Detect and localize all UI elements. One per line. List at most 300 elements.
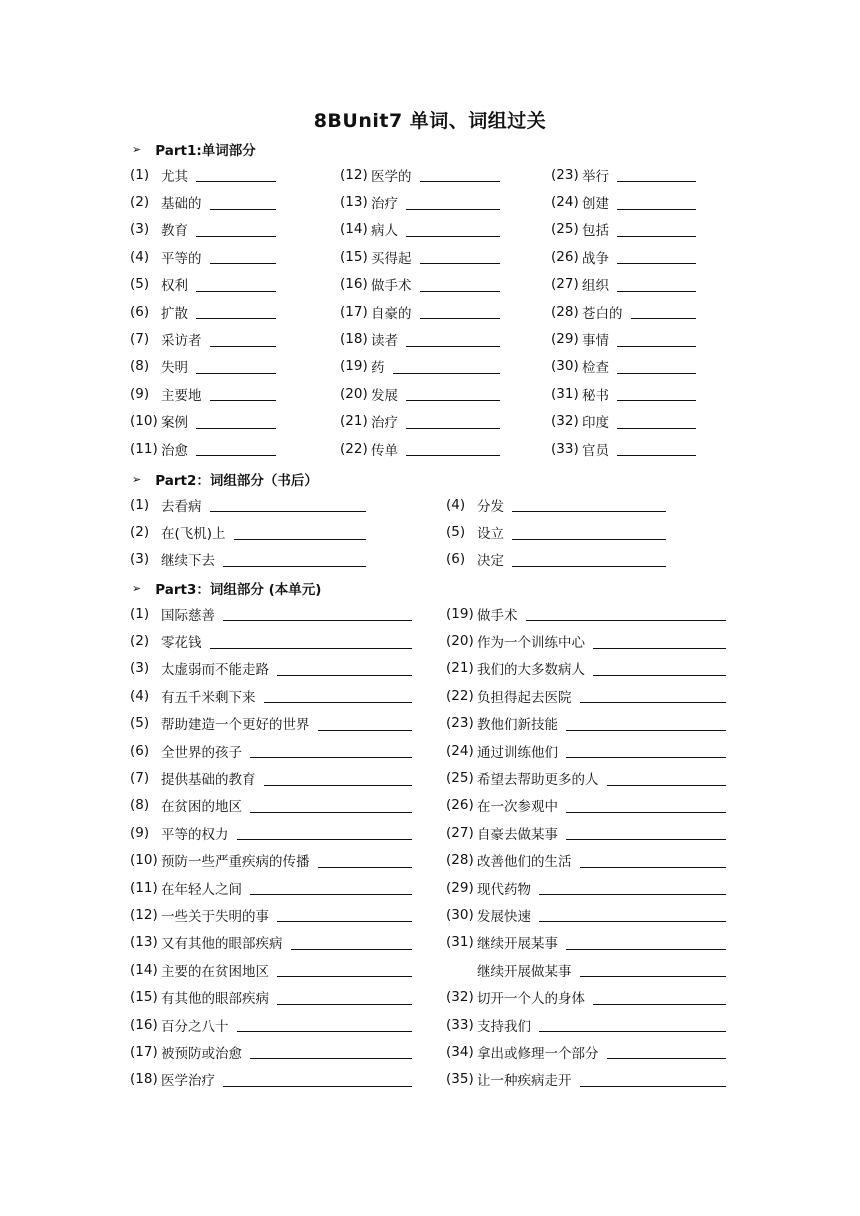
item-prompt: 医学的 xyxy=(371,168,412,185)
item-prompt: 包括 xyxy=(582,223,609,240)
list-item xyxy=(130,380,276,407)
item-number: (28) xyxy=(551,303,579,320)
answer-blank[interactable] xyxy=(277,907,412,922)
item-prompt: 秘书 xyxy=(582,387,609,404)
list-item xyxy=(446,847,726,874)
list-item xyxy=(446,1011,726,1038)
item-number: (28) xyxy=(446,852,474,869)
answer-blank[interactable] xyxy=(406,332,500,347)
item-number: (6) xyxy=(130,742,150,759)
item-prompt: 全世界的孩子 xyxy=(161,744,242,761)
arrow-bullet-icon: ➢ xyxy=(132,472,142,486)
answer-blank[interactable] xyxy=(406,195,500,210)
list-item xyxy=(446,518,666,545)
item-prompt: 发展 xyxy=(371,387,398,404)
answer-blank[interactable] xyxy=(593,661,726,676)
item-prompt: 治愈 xyxy=(161,442,188,459)
answer-blank[interactable] xyxy=(526,606,726,621)
list-item xyxy=(130,1066,412,1093)
item-number: (19) xyxy=(446,605,474,622)
list-item xyxy=(340,408,500,435)
answer-blank[interactable] xyxy=(196,441,276,456)
item-number: (6) xyxy=(446,551,466,568)
item-prompt: 教育 xyxy=(161,223,188,240)
part3-column-2 xyxy=(446,600,726,1093)
list-item xyxy=(130,353,276,380)
item-number: (11) xyxy=(130,879,158,896)
list-item xyxy=(446,655,726,682)
list-item xyxy=(130,435,276,462)
item-prompt: 事情 xyxy=(582,333,609,350)
list-item xyxy=(340,161,500,188)
answer-blank[interactable] xyxy=(318,716,412,731)
item-prompt: 创建 xyxy=(582,196,609,213)
answer-blank[interactable] xyxy=(566,716,726,731)
answer-blank[interactable] xyxy=(210,195,276,210)
item-number: (13) xyxy=(130,934,158,951)
answer-blank[interactable] xyxy=(607,771,726,786)
item-number: (22) xyxy=(446,687,474,704)
item-prompt: 权利 xyxy=(161,278,188,295)
item-number: (23) xyxy=(551,166,579,183)
item-number: (20) xyxy=(340,385,368,402)
item-prompt: 决定 xyxy=(477,553,504,570)
item-number: (9) xyxy=(130,385,150,402)
item-prompt: 改善他们的生活 xyxy=(477,854,572,871)
list-item xyxy=(340,243,500,270)
item-prompt: 教他们新技能 xyxy=(477,717,558,734)
answer-blank[interactable] xyxy=(210,332,276,347)
answer-blank[interactable] xyxy=(607,1044,726,1059)
item-number: (20) xyxy=(446,633,474,650)
item-prompt: 一些关于失明的事 xyxy=(161,908,269,925)
answer-blank[interactable] xyxy=(617,414,696,429)
item-number: (23) xyxy=(446,715,474,732)
list-item xyxy=(551,325,696,352)
item-prompt: 在一次参观中 xyxy=(477,799,558,816)
answer-blank[interactable] xyxy=(566,935,726,950)
list-item xyxy=(446,737,726,764)
list-item xyxy=(340,298,500,325)
list-item xyxy=(130,271,276,298)
part1-heading xyxy=(132,139,256,159)
list-item xyxy=(340,435,500,462)
item-number: (26) xyxy=(446,797,474,814)
item-number: (15) xyxy=(340,248,368,265)
item-number: (19) xyxy=(340,358,368,375)
item-number: (34) xyxy=(446,1043,474,1060)
answer-blank[interactable] xyxy=(593,990,726,1005)
item-number: (7) xyxy=(130,770,150,787)
item-prompt: 做手术 xyxy=(371,278,412,295)
list-item xyxy=(130,600,412,627)
arrow-bullet-icon: ➢ xyxy=(132,142,142,156)
item-number: (1) xyxy=(130,496,150,513)
answer-blank[interactable] xyxy=(617,332,696,347)
list-item xyxy=(551,271,696,298)
answer-blank[interactable] xyxy=(406,386,500,401)
item-number: (2) xyxy=(130,194,150,211)
item-prompt: 继续开展某事 xyxy=(477,936,558,953)
list-item xyxy=(130,764,412,791)
list-item xyxy=(130,325,276,352)
answer-blank[interactable] xyxy=(566,743,726,758)
list-item xyxy=(130,188,276,215)
item-prompt: 主要的在贫困地区 xyxy=(161,963,269,980)
answer-blank[interactable] xyxy=(318,853,412,868)
answer-blank[interactable] xyxy=(617,249,696,264)
part1-column-2 xyxy=(340,161,500,462)
answer-blank[interactable] xyxy=(617,222,696,237)
item-prompt: 组织 xyxy=(582,278,609,295)
answer-blank[interactable] xyxy=(566,798,726,813)
item-number: (14) xyxy=(130,961,158,978)
item-number: (9) xyxy=(130,824,150,841)
answer-blank[interactable] xyxy=(406,441,500,456)
answer-blank[interactable] xyxy=(210,497,366,512)
item-prompt: 买得起 xyxy=(371,250,412,267)
item-prompt: 现代药物 xyxy=(477,881,531,898)
list-item xyxy=(130,1011,412,1038)
list-item xyxy=(446,819,726,846)
item-number: (18) xyxy=(340,331,368,348)
item-number: (6) xyxy=(130,303,150,320)
item-prompt: 官员 xyxy=(582,442,609,459)
answer-blank[interactable] xyxy=(250,880,412,895)
arrow-bullet-icon: ➢ xyxy=(132,581,142,595)
answer-blank[interactable] xyxy=(277,962,412,977)
item-number: (21) xyxy=(446,660,474,677)
part1-column-3 xyxy=(551,161,696,462)
answer-blank[interactable] xyxy=(512,552,666,567)
answer-blank[interactable] xyxy=(223,552,366,567)
part2-column-2 xyxy=(446,491,666,573)
item-number: (16) xyxy=(130,1016,158,1033)
list-item xyxy=(130,546,366,573)
item-prompt: 传单 xyxy=(371,442,398,459)
item-number: (29) xyxy=(551,331,579,348)
item-prompt: 百分之八十 xyxy=(161,1018,229,1035)
item-prompt: 拿出或修理一个部分 xyxy=(477,1045,599,1062)
item-number: (24) xyxy=(551,194,579,211)
item-prompt: 分发 xyxy=(477,498,504,515)
answer-blank[interactable] xyxy=(420,249,500,264)
item-number: (22) xyxy=(340,440,368,457)
answer-blank[interactable] xyxy=(617,441,696,456)
list-item xyxy=(130,627,412,654)
item-prompt: 药 xyxy=(371,360,385,377)
item-prompt: 治疗 xyxy=(371,415,398,432)
answer-blank[interactable] xyxy=(234,525,366,540)
answer-blank[interactable] xyxy=(237,1017,412,1032)
list-item xyxy=(446,491,666,518)
item-prompt: 国际慈善 xyxy=(161,607,215,624)
answer-blank[interactable] xyxy=(277,661,412,676)
item-number: (8) xyxy=(130,358,150,375)
item-prompt: 又有其他的眼部疾病 xyxy=(161,936,283,953)
item-prompt: 苍白的 xyxy=(582,305,623,322)
item-number: (17) xyxy=(130,1043,158,1060)
list-item xyxy=(340,380,500,407)
item-prompt: 做手术 xyxy=(477,607,518,624)
answer-blank[interactable] xyxy=(580,962,726,977)
answer-blank[interactable] xyxy=(196,304,276,319)
list-item xyxy=(551,298,696,325)
answer-blank[interactable] xyxy=(580,1072,726,1087)
item-number: (4) xyxy=(130,687,150,704)
part2-column-1 xyxy=(130,491,366,573)
item-number: (12) xyxy=(130,906,158,923)
item-prompt: 去看病 xyxy=(161,498,202,515)
item-number: (30) xyxy=(551,358,579,375)
list-item xyxy=(551,188,696,215)
item-number: (1) xyxy=(130,166,150,183)
answer-blank[interactable] xyxy=(539,1017,726,1032)
list-item xyxy=(130,161,276,188)
answer-blank[interactable] xyxy=(237,825,412,840)
item-number: (25) xyxy=(551,221,579,238)
list-item xyxy=(446,874,726,901)
list-item xyxy=(446,546,666,573)
item-number: (7) xyxy=(130,331,150,348)
item-prompt: 平等的 xyxy=(161,250,202,267)
item-number: (27) xyxy=(446,824,474,841)
list-item xyxy=(340,325,500,352)
list-item xyxy=(551,161,696,188)
item-prompt: 有五千米剩下来 xyxy=(161,689,256,706)
item-prompt: 在贫困的地区 xyxy=(161,799,242,816)
item-prompt: 设立 xyxy=(477,526,504,543)
item-prompt: 通过训练他们 xyxy=(477,744,558,761)
item-number: (32) xyxy=(551,413,579,430)
item-prompt: 检查 xyxy=(582,360,609,377)
list-item xyxy=(551,435,696,462)
item-number: (4) xyxy=(130,248,150,265)
item-prompt: 我们的大多数病人 xyxy=(477,662,585,679)
answer-blank[interactable] xyxy=(210,249,276,264)
item-prompt: 提供基础的教育 xyxy=(161,772,256,789)
item-number: (13) xyxy=(340,194,368,211)
item-prompt: 尤其 xyxy=(161,168,188,185)
item-number: (31) xyxy=(446,934,474,951)
list-item xyxy=(130,710,412,737)
item-prompt: 让一种疾病走开 xyxy=(477,1073,572,1090)
list-item xyxy=(130,792,412,819)
answer-blank[interactable] xyxy=(617,386,696,401)
answer-blank[interactable] xyxy=(617,195,696,210)
item-prompt: 读者 xyxy=(371,333,398,350)
item-number: (25) xyxy=(446,770,474,787)
answer-blank[interactable] xyxy=(223,1072,412,1087)
item-prompt: 支持我们 xyxy=(477,1018,531,1035)
list-item xyxy=(130,655,412,682)
item-number: (17) xyxy=(340,303,368,320)
item-prompt: 零花钱 xyxy=(161,635,202,652)
item-number: (30) xyxy=(446,906,474,923)
item-number: (8) xyxy=(130,797,150,814)
item-number: (33) xyxy=(551,440,579,457)
answer-blank[interactable] xyxy=(617,277,696,292)
part1-heading-label: Part1:单词部分 xyxy=(155,143,256,159)
item-prompt: 负担得起去医院 xyxy=(477,689,572,706)
item-number: (24) xyxy=(446,742,474,759)
list-item xyxy=(130,847,412,874)
part2-heading xyxy=(132,469,318,489)
page-title: 8BUnit7 单词、词组过关 xyxy=(313,110,547,132)
list-item xyxy=(551,408,696,435)
list-item xyxy=(340,353,500,380)
item-prompt: 医学治疗 xyxy=(161,1073,215,1090)
item-number: (5) xyxy=(130,276,150,293)
answer-blank[interactable] xyxy=(223,606,412,621)
list-item xyxy=(551,243,696,270)
list-item xyxy=(130,874,412,901)
list-item xyxy=(130,819,412,846)
list-item xyxy=(340,216,500,243)
item-number: (3) xyxy=(130,221,150,238)
item-prompt: 案例 xyxy=(161,415,188,432)
list-item xyxy=(446,600,726,627)
answer-blank[interactable] xyxy=(406,414,500,429)
list-item xyxy=(446,1038,726,1065)
item-number: (29) xyxy=(446,879,474,896)
list-item xyxy=(130,737,412,764)
item-number: (1) xyxy=(130,605,150,622)
answer-blank[interactable] xyxy=(210,634,412,649)
item-prompt: 继续下去 xyxy=(161,553,215,570)
item-number: (11) xyxy=(130,440,158,457)
item-prompt: 战争 xyxy=(582,250,609,267)
item-prompt: 治疗 xyxy=(371,196,398,213)
list-item xyxy=(446,764,726,791)
answer-blank[interactable] xyxy=(566,825,726,840)
item-number: (2) xyxy=(130,633,150,650)
part3-heading-label: Part3：词组部分 (本单元) xyxy=(155,582,322,598)
answer-blank[interactable] xyxy=(539,880,726,895)
list-item xyxy=(130,298,276,325)
list-item xyxy=(446,1066,726,1093)
item-number: (15) xyxy=(130,989,158,1006)
item-prompt: 有其他的眼部疾病 xyxy=(161,991,269,1008)
answer-blank[interactable] xyxy=(580,853,726,868)
item-prompt: 平等的权力 xyxy=(161,826,229,843)
answer-blank[interactable] xyxy=(264,771,412,786)
item-prompt: 病人 xyxy=(371,223,398,240)
item-prompt: 主要地 xyxy=(161,387,202,404)
item-number: (10) xyxy=(130,413,158,430)
part3-column-1 xyxy=(130,600,412,1093)
answer-blank[interactable] xyxy=(420,167,500,182)
list-item xyxy=(130,243,276,270)
item-number: (12) xyxy=(340,166,368,183)
list-item xyxy=(130,491,366,518)
answer-blank[interactable] xyxy=(580,688,726,703)
list-item xyxy=(551,380,696,407)
item-prompt: 切开一个人的身体 xyxy=(477,991,585,1008)
list-item xyxy=(130,216,276,243)
list-item xyxy=(551,353,696,380)
answer-blank[interactable] xyxy=(539,907,726,922)
answer-blank[interactable] xyxy=(420,304,500,319)
item-prompt: 扩散 xyxy=(161,305,188,322)
answer-blank[interactable] xyxy=(210,386,276,401)
answer-blank[interactable] xyxy=(196,359,276,374)
list-item xyxy=(446,983,726,1010)
list-item xyxy=(446,929,726,956)
item-number: (35) xyxy=(446,1071,474,1088)
answer-blank[interactable] xyxy=(512,525,666,540)
item-prompt: 失明 xyxy=(161,360,188,377)
list-item xyxy=(551,216,696,243)
answer-blank[interactable] xyxy=(196,414,276,429)
item-prompt: 被预防或治愈 xyxy=(161,1045,242,1062)
list-item xyxy=(130,956,412,983)
list-item xyxy=(130,682,412,709)
answer-blank[interactable] xyxy=(250,743,412,758)
answer-blank[interactable] xyxy=(196,277,276,292)
answer-blank[interactable] xyxy=(617,167,696,182)
item-prompt: 继续开展做某事 xyxy=(477,963,572,980)
list-item xyxy=(130,983,412,1010)
item-number: (3) xyxy=(130,551,150,568)
item-number: (5) xyxy=(130,715,150,732)
list-item xyxy=(130,901,412,928)
list-item xyxy=(130,929,412,956)
item-prompt: 在(飞机)上 xyxy=(161,526,226,543)
item-number: (21) xyxy=(340,413,368,430)
answer-blank[interactable] xyxy=(593,634,726,649)
list-item xyxy=(446,682,726,709)
item-number: (27) xyxy=(551,276,579,293)
item-prompt: 发展快速 xyxy=(477,908,531,925)
item-prompt: 帮助建造一个更好的世界 xyxy=(161,717,310,734)
item-prompt: 在年轻人之间 xyxy=(161,881,242,898)
answer-blank[interactable] xyxy=(512,497,666,512)
answer-blank[interactable] xyxy=(393,359,500,374)
answer-blank[interactable] xyxy=(291,935,412,950)
part3-heading xyxy=(132,578,321,598)
answer-blank[interactable] xyxy=(264,688,412,703)
item-prompt: 基础的 xyxy=(161,196,202,213)
answer-blank[interactable] xyxy=(277,990,412,1005)
answer-blank[interactable] xyxy=(196,167,276,182)
item-prompt: 自豪去做某事 xyxy=(477,826,558,843)
item-number: (33) xyxy=(446,1016,474,1033)
list-item xyxy=(446,956,726,983)
part1-column-1 xyxy=(130,161,276,462)
item-number: (4) xyxy=(446,496,466,513)
item-prompt: 预防一些严重疾病的传播 xyxy=(161,854,310,871)
answer-blank[interactable] xyxy=(250,798,412,813)
answer-blank[interactable] xyxy=(196,222,276,237)
list-item xyxy=(130,518,366,545)
list-item xyxy=(446,792,726,819)
part2-heading-label: Part2：词组部分（书后） xyxy=(155,473,318,489)
list-item xyxy=(446,901,726,928)
item-number: (10) xyxy=(130,852,158,869)
answer-blank[interactable] xyxy=(631,304,696,319)
item-prompt: 作为一个训练中心 xyxy=(477,635,585,652)
answer-blank[interactable] xyxy=(420,277,500,292)
list-item xyxy=(446,710,726,737)
answer-blank[interactable] xyxy=(250,1044,412,1059)
answer-blank[interactable] xyxy=(617,359,696,374)
answer-blank[interactable] xyxy=(406,222,500,237)
item-number: (3) xyxy=(130,660,150,677)
item-number: (16) xyxy=(340,276,368,293)
list-item xyxy=(340,271,500,298)
item-number: (26) xyxy=(551,248,579,265)
